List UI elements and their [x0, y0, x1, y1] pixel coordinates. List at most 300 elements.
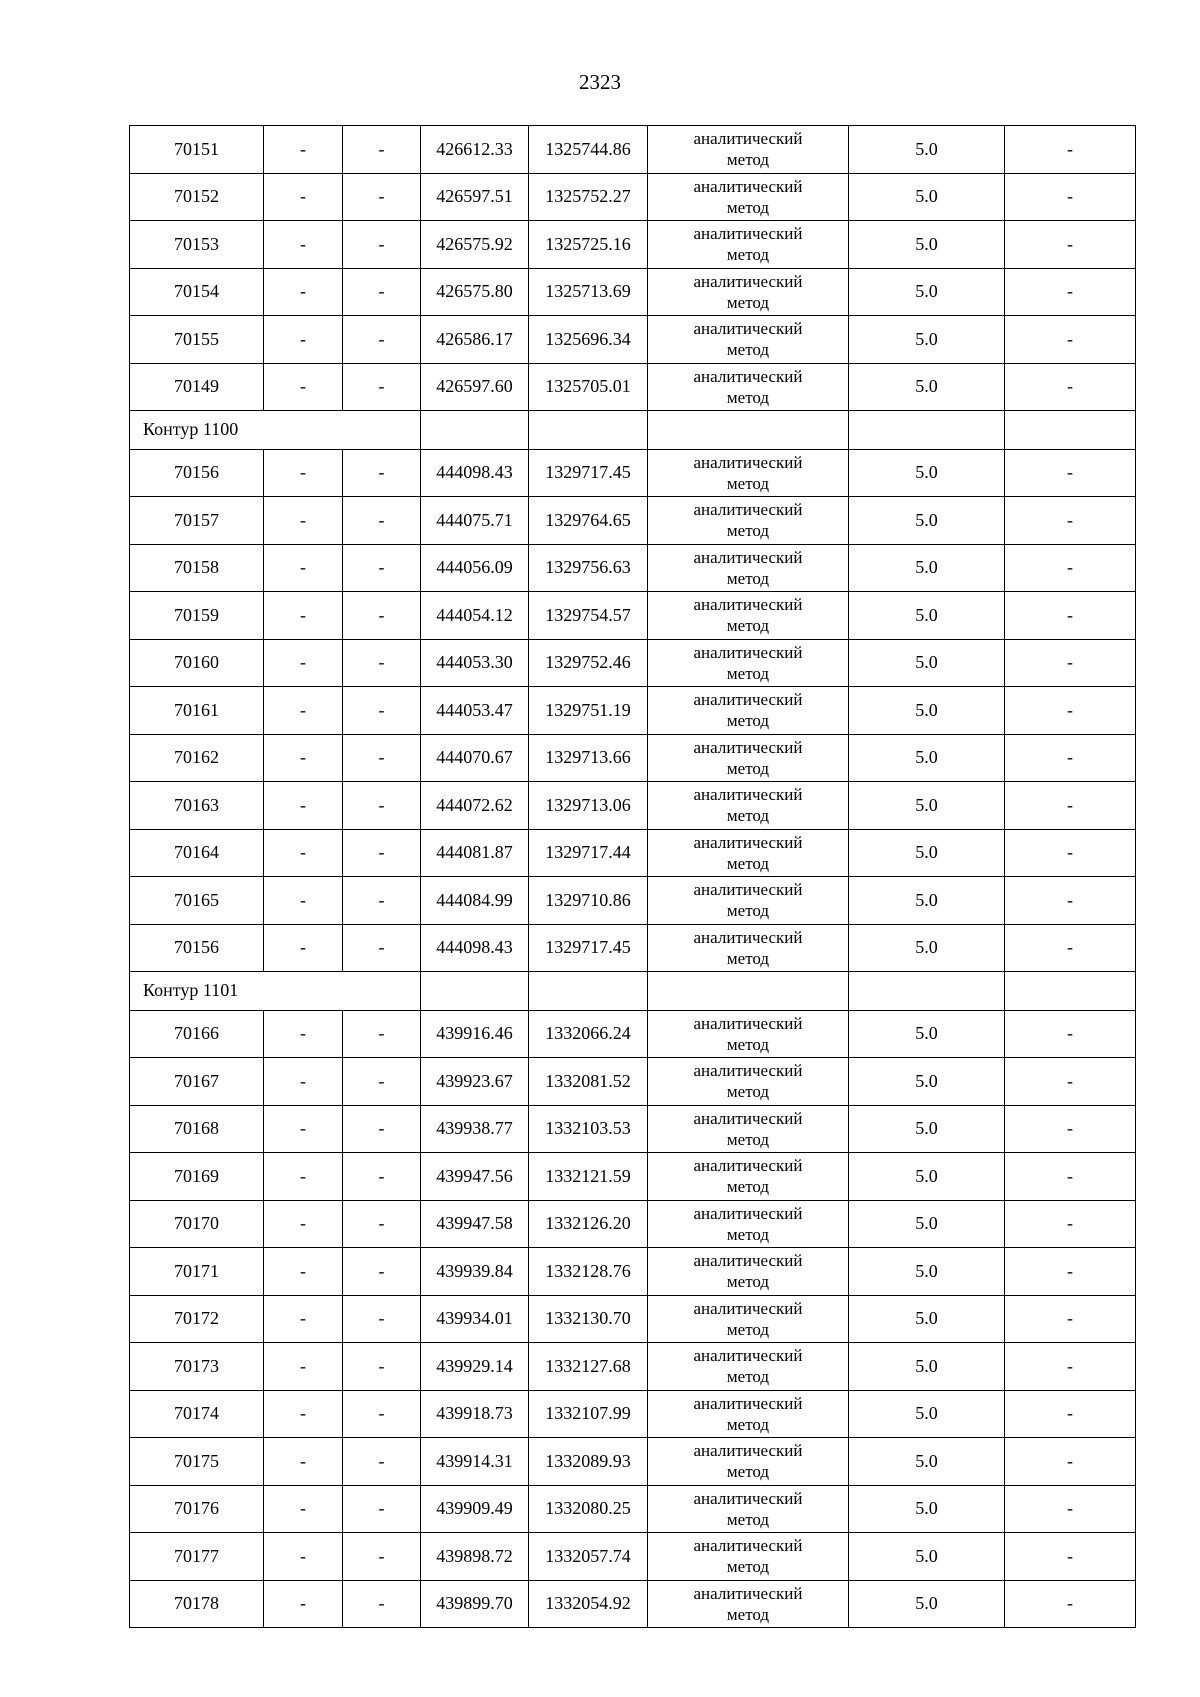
- point-id-cell: 70178: [130, 1580, 264, 1628]
- point-id-cell: 70155: [130, 316, 264, 364]
- table-row: [130, 924, 1136, 972]
- method-line-2: метод: [726, 521, 770, 541]
- column-3-cell: -: [343, 221, 421, 269]
- x-coordinate-cell: 444072.62: [421, 782, 529, 830]
- column-3-cell: -: [343, 1200, 421, 1248]
- method-line-2: метод: [726, 1224, 770, 1244]
- column-3-cell: -: [343, 449, 421, 497]
- point-id-cell: 70171: [130, 1248, 264, 1296]
- accuracy-cell: 5.0: [849, 316, 1005, 364]
- table-row: [130, 1105, 1136, 1153]
- accuracy-cell: 5.0: [849, 1390, 1005, 1438]
- method-line-2: метод: [726, 1509, 770, 1529]
- method-line-1: аналитический: [693, 595, 803, 615]
- x-coordinate-cell: 439909.49: [421, 1485, 529, 1533]
- method-line-1: аналитический: [693, 500, 803, 520]
- column-2-cell: -: [264, 363, 343, 411]
- point-id-cell: 70173: [130, 1343, 264, 1391]
- accuracy-cell: 5.0: [849, 544, 1005, 592]
- column-3-cell: -: [343, 877, 421, 925]
- y-coordinate-cell: 1332054.92: [529, 1580, 648, 1628]
- table-row: [130, 1485, 1136, 1533]
- table-row: [130, 877, 1136, 925]
- note-cell: -: [1005, 221, 1136, 269]
- column-2-cell: -: [264, 829, 343, 877]
- note-cell: -: [1005, 1058, 1136, 1106]
- column-2-cell: -: [264, 1200, 343, 1248]
- column-3-cell: -: [343, 1580, 421, 1628]
- method-line-2: метод: [726, 473, 770, 493]
- point-id-cell: 70159: [130, 592, 264, 640]
- method-line-2: метод: [726, 806, 770, 826]
- method-line-2: метод: [726, 1367, 770, 1387]
- column-3-cell: -: [343, 363, 421, 411]
- x-coordinate-cell: 444081.87: [421, 829, 529, 877]
- column-2-cell: -: [264, 734, 343, 782]
- note-cell: -: [1005, 829, 1136, 877]
- x-coordinate-cell: 444098.43: [421, 924, 529, 972]
- method-line-2: метод: [726, 1082, 770, 1102]
- y-coordinate-cell: 1332128.76: [529, 1248, 648, 1296]
- method-line-1: аналитический: [693, 1013, 803, 1033]
- note-cell: -: [1005, 1200, 1136, 1248]
- y-coordinate-cell: 1329754.57: [529, 592, 648, 640]
- method-line-2: метод: [726, 853, 770, 873]
- table-row: [130, 173, 1136, 221]
- table-body: [130, 126, 1136, 1628]
- column-3-cell: -: [343, 126, 421, 174]
- note-cell: -: [1005, 497, 1136, 545]
- x-coordinate-cell: 439914.31: [421, 1438, 529, 1486]
- note-cell: -: [1005, 544, 1136, 592]
- note-cell: -: [1005, 592, 1136, 640]
- page-number: 2323: [579, 70, 621, 94]
- column-2-cell: -: [264, 1248, 343, 1296]
- point-id-cell: 70162: [130, 734, 264, 782]
- column-2-cell: -: [264, 268, 343, 316]
- method-line-2: метод: [726, 758, 770, 778]
- column-2-cell: -: [264, 1343, 343, 1391]
- method-line-1: аналитический: [693, 1156, 803, 1176]
- table-row: [130, 592, 1136, 640]
- method-line-1: аналитический: [693, 224, 803, 244]
- column-3-cell: -: [343, 497, 421, 545]
- contour-header-row: [130, 972, 1136, 1011]
- note-cell: -: [1005, 734, 1136, 782]
- y-coordinate-cell: 1329752.46: [529, 639, 648, 687]
- method-cell: [648, 126, 849, 174]
- empty-accuracy-cell: [849, 972, 1005, 1011]
- point-id-cell: 70158: [130, 544, 264, 592]
- accuracy-cell: 5.0: [849, 1343, 1005, 1391]
- accuracy-cell: 5.0: [849, 449, 1005, 497]
- accuracy-cell: 5.0: [849, 1010, 1005, 1058]
- point-id-cell: 70164: [130, 829, 264, 877]
- point-id-cell: 70153: [130, 221, 264, 269]
- table-row: [130, 126, 1136, 174]
- point-id-cell: 70174: [130, 1390, 264, 1438]
- x-coordinate-cell: 439947.58: [421, 1200, 529, 1248]
- table-row: [130, 268, 1136, 316]
- note-cell: -: [1005, 639, 1136, 687]
- column-3-cell: -: [343, 1295, 421, 1343]
- x-coordinate-cell: 444075.71: [421, 497, 529, 545]
- method-line-2: метод: [726, 1177, 770, 1197]
- column-2-cell: -: [264, 877, 343, 925]
- column-3-cell: -: [343, 1248, 421, 1296]
- method-cell: [648, 1533, 849, 1581]
- y-coordinate-cell: 1329713.66: [529, 734, 648, 782]
- point-id-cell: 70151: [130, 126, 264, 174]
- method-cell: [648, 782, 849, 830]
- empty-method-cell: [648, 411, 849, 450]
- note-cell: -: [1005, 1010, 1136, 1058]
- table-row: [130, 782, 1136, 830]
- note-cell: -: [1005, 877, 1136, 925]
- accuracy-cell: 5.0: [849, 1248, 1005, 1296]
- method-line-1: аналитический: [693, 176, 803, 196]
- y-coordinate-cell: 1329756.63: [529, 544, 648, 592]
- method-cell: [648, 363, 849, 411]
- column-3-cell: -: [343, 829, 421, 877]
- accuracy-cell: 5.0: [849, 592, 1005, 640]
- empty-x-cell: [421, 411, 529, 450]
- empty-note-cell: [1005, 411, 1136, 450]
- method-cell: [648, 924, 849, 972]
- point-id-cell: 70156: [130, 924, 264, 972]
- point-id-cell: 70175: [130, 1438, 264, 1486]
- method-cell: [648, 877, 849, 925]
- x-coordinate-cell: 444056.09: [421, 544, 529, 592]
- x-coordinate-cell: 426575.80: [421, 268, 529, 316]
- method-line-1: аналитический: [693, 832, 803, 852]
- accuracy-cell: 5.0: [849, 687, 1005, 735]
- accuracy-cell: 5.0: [849, 924, 1005, 972]
- note-cell: -: [1005, 1295, 1136, 1343]
- contour-label: Контур 1101: [130, 972, 421, 1011]
- point-id-cell: 70149: [130, 363, 264, 411]
- table-row: [130, 1153, 1136, 1201]
- accuracy-cell: 5.0: [849, 829, 1005, 877]
- note-cell: -: [1005, 1438, 1136, 1486]
- method-line-2: метод: [726, 616, 770, 636]
- method-cell: [648, 639, 849, 687]
- column-3-cell: -: [343, 1010, 421, 1058]
- column-3-cell: -: [343, 1058, 421, 1106]
- method-line-2: метод: [726, 1414, 770, 1434]
- note-cell: -: [1005, 1533, 1136, 1581]
- method-line-1: аналитический: [693, 642, 803, 662]
- column-2-cell: -: [264, 687, 343, 735]
- empty-note-cell: [1005, 972, 1136, 1011]
- method-cell: [648, 592, 849, 640]
- method-cell: [648, 734, 849, 782]
- column-3-cell: -: [343, 782, 421, 830]
- x-coordinate-cell: 439939.84: [421, 1248, 529, 1296]
- column-2-cell: -: [264, 173, 343, 221]
- y-coordinate-cell: 1332066.24: [529, 1010, 648, 1058]
- method-line-2: метод: [726, 711, 770, 731]
- table-row: [130, 1058, 1136, 1106]
- point-id-cell: 70166: [130, 1010, 264, 1058]
- column-2-cell: -: [264, 1010, 343, 1058]
- table-row: [130, 497, 1136, 545]
- method-cell: [648, 316, 849, 364]
- x-coordinate-cell: 439918.73: [421, 1390, 529, 1438]
- note-cell: -: [1005, 316, 1136, 364]
- accuracy-cell: 5.0: [849, 1438, 1005, 1486]
- method-line-1: аналитический: [693, 1203, 803, 1223]
- column-3-cell: -: [343, 544, 421, 592]
- x-coordinate-cell: 426575.92: [421, 221, 529, 269]
- column-2-cell: -: [264, 1438, 343, 1486]
- note-cell: -: [1005, 173, 1136, 221]
- table-row: [130, 221, 1136, 269]
- note-cell: -: [1005, 1248, 1136, 1296]
- x-coordinate-cell: 439899.70: [421, 1580, 529, 1628]
- y-coordinate-cell: 1325713.69: [529, 268, 648, 316]
- method-cell: [648, 1485, 849, 1533]
- column-3-cell: -: [343, 1343, 421, 1391]
- note-cell: -: [1005, 126, 1136, 174]
- empty-accuracy-cell: [849, 411, 1005, 450]
- column-2-cell: -: [264, 1105, 343, 1153]
- note-cell: -: [1005, 363, 1136, 411]
- point-id-cell: 70152: [130, 173, 264, 221]
- y-coordinate-cell: 1329713.06: [529, 782, 648, 830]
- contour-header-row: [130, 411, 1136, 450]
- empty-y-cell: [529, 411, 648, 450]
- column-3-cell: -: [343, 1485, 421, 1533]
- method-line-1: аналитический: [693, 547, 803, 567]
- x-coordinate-cell: 444084.99: [421, 877, 529, 925]
- y-coordinate-cell: 1332081.52: [529, 1058, 648, 1106]
- x-coordinate-cell: 444053.47: [421, 687, 529, 735]
- point-id-cell: 70177: [130, 1533, 264, 1581]
- method-line-1: аналитический: [693, 1108, 803, 1128]
- column-3-cell: -: [343, 639, 421, 687]
- table-row: [130, 544, 1136, 592]
- column-2-cell: -: [264, 639, 343, 687]
- method-cell: [648, 1105, 849, 1153]
- point-id-cell: 70172: [130, 1295, 264, 1343]
- note-cell: -: [1005, 782, 1136, 830]
- accuracy-cell: 5.0: [849, 1153, 1005, 1201]
- x-coordinate-cell: 426597.60: [421, 363, 529, 411]
- method-line-1: аналитический: [693, 1488, 803, 1508]
- method-line-1: аналитический: [693, 1583, 803, 1603]
- method-cell: [648, 1390, 849, 1438]
- method-line-1: аналитический: [693, 319, 803, 339]
- method-line-2: метод: [726, 568, 770, 588]
- method-line-1: аналитический: [693, 271, 803, 291]
- column-2-cell: -: [264, 1153, 343, 1201]
- x-coordinate-cell: 439938.77: [421, 1105, 529, 1153]
- column-3-cell: -: [343, 1105, 421, 1153]
- point-id-cell: 70176: [130, 1485, 264, 1533]
- table-row: [130, 316, 1136, 364]
- column-2-cell: -: [264, 497, 343, 545]
- x-coordinate-cell: 444098.43: [421, 449, 529, 497]
- column-3-cell: -: [343, 1153, 421, 1201]
- accuracy-cell: 5.0: [849, 1295, 1005, 1343]
- point-id-cell: 70156: [130, 449, 264, 497]
- table-row: [130, 363, 1136, 411]
- table-row: [130, 449, 1136, 497]
- point-id-cell: 70160: [130, 639, 264, 687]
- method-line-1: аналитический: [693, 366, 803, 386]
- point-id-cell: 70165: [130, 877, 264, 925]
- y-coordinate-cell: 1332126.20: [529, 1200, 648, 1248]
- note-cell: -: [1005, 1390, 1136, 1438]
- note-cell: -: [1005, 268, 1136, 316]
- method-cell: [648, 1295, 849, 1343]
- column-3-cell: -: [343, 1438, 421, 1486]
- accuracy-cell: 5.0: [849, 1058, 1005, 1106]
- column-2-cell: -: [264, 1058, 343, 1106]
- method-cell: [648, 829, 849, 877]
- y-coordinate-cell: 1325725.16: [529, 221, 648, 269]
- column-3-cell: -: [343, 687, 421, 735]
- y-coordinate-cell: 1329710.86: [529, 877, 648, 925]
- x-coordinate-cell: 444070.67: [421, 734, 529, 782]
- method-line-2: метод: [726, 948, 770, 968]
- method-cell: [648, 1010, 849, 1058]
- table-row: [130, 1533, 1136, 1581]
- method-line-2: метод: [726, 387, 770, 407]
- method-line-1: аналитический: [693, 129, 803, 149]
- table-row: [130, 639, 1136, 687]
- x-coordinate-cell: 426586.17: [421, 316, 529, 364]
- y-coordinate-cell: 1325752.27: [529, 173, 648, 221]
- table-row: [130, 687, 1136, 735]
- y-coordinate-cell: 1329751.19: [529, 687, 648, 735]
- x-coordinate-cell: 439923.67: [421, 1058, 529, 1106]
- method-line-1: аналитический: [693, 927, 803, 947]
- table-row: [130, 829, 1136, 877]
- method-line-2: метод: [726, 340, 770, 360]
- y-coordinate-cell: 1329717.45: [529, 449, 648, 497]
- table-row: [130, 1010, 1136, 1058]
- x-coordinate-cell: 444054.12: [421, 592, 529, 640]
- method-line-1: аналитический: [693, 1346, 803, 1366]
- method-line-1: аналитический: [693, 880, 803, 900]
- accuracy-cell: 5.0: [849, 782, 1005, 830]
- column-2-cell: -: [264, 449, 343, 497]
- method-line-2: метод: [726, 1034, 770, 1054]
- column-3-cell: -: [343, 592, 421, 640]
- y-coordinate-cell: 1325744.86: [529, 126, 648, 174]
- method-cell: [648, 1200, 849, 1248]
- column-3-cell: -: [343, 734, 421, 782]
- column-2-cell: -: [264, 782, 343, 830]
- table-row: [130, 1343, 1136, 1391]
- point-id-cell: 70161: [130, 687, 264, 735]
- method-line-2: метод: [726, 1129, 770, 1149]
- x-coordinate-cell: 426597.51: [421, 173, 529, 221]
- method-line-2: метод: [726, 245, 770, 265]
- point-id-cell: 70154: [130, 268, 264, 316]
- method-cell: [648, 1580, 849, 1628]
- column-2-cell: -: [264, 544, 343, 592]
- point-id-cell: 70168: [130, 1105, 264, 1153]
- y-coordinate-cell: 1329717.44: [529, 829, 648, 877]
- accuracy-cell: 5.0: [849, 173, 1005, 221]
- point-id-cell: 70163: [130, 782, 264, 830]
- method-cell: [648, 1153, 849, 1201]
- table-row: [130, 1248, 1136, 1296]
- accuracy-cell: 5.0: [849, 1580, 1005, 1628]
- accuracy-cell: 5.0: [849, 497, 1005, 545]
- method-cell: [648, 497, 849, 545]
- column-2-cell: -: [264, 221, 343, 269]
- y-coordinate-cell: 1329764.65: [529, 497, 648, 545]
- accuracy-cell: 5.0: [849, 363, 1005, 411]
- table-row: [130, 1295, 1136, 1343]
- x-coordinate-cell: 439916.46: [421, 1010, 529, 1058]
- accuracy-cell: 5.0: [849, 639, 1005, 687]
- column-2-cell: -: [264, 592, 343, 640]
- accuracy-cell: 5.0: [849, 1200, 1005, 1248]
- y-coordinate-cell: 1332121.59: [529, 1153, 648, 1201]
- x-coordinate-cell: 426612.33: [421, 126, 529, 174]
- x-coordinate-cell: 439929.14: [421, 1343, 529, 1391]
- empty-y-cell: [529, 972, 648, 1011]
- method-line-2: метод: [726, 1604, 770, 1624]
- coordinates-table: [129, 125, 1136, 1628]
- point-id-cell: 70170: [130, 1200, 264, 1248]
- x-coordinate-cell: 439934.01: [421, 1295, 529, 1343]
- column-3-cell: -: [343, 1390, 421, 1438]
- method-line-2: метод: [726, 663, 770, 683]
- x-coordinate-cell: 439947.56: [421, 1153, 529, 1201]
- method-line-2: метод: [726, 150, 770, 170]
- method-cell: [648, 1248, 849, 1296]
- y-coordinate-cell: 1332103.53: [529, 1105, 648, 1153]
- y-coordinate-cell: 1332057.74: [529, 1533, 648, 1581]
- column-3-cell: -: [343, 1533, 421, 1581]
- column-2-cell: -: [264, 924, 343, 972]
- method-line-2: метод: [726, 1319, 770, 1339]
- note-cell: -: [1005, 687, 1136, 735]
- point-id-cell: 70167: [130, 1058, 264, 1106]
- method-cell: [648, 687, 849, 735]
- column-2-cell: -: [264, 1533, 343, 1581]
- accuracy-cell: 5.0: [849, 1485, 1005, 1533]
- accuracy-cell: 5.0: [849, 877, 1005, 925]
- empty-method-cell: [648, 972, 849, 1011]
- method-line-1: аналитический: [693, 737, 803, 757]
- method-cell: [648, 1343, 849, 1391]
- note-cell: -: [1005, 1580, 1136, 1628]
- note-cell: -: [1005, 1343, 1136, 1391]
- accuracy-cell: 5.0: [849, 268, 1005, 316]
- method-line-2: метод: [726, 901, 770, 921]
- method-line-1: аналитический: [693, 690, 803, 710]
- method-line-1: аналитический: [693, 1061, 803, 1081]
- column-3-cell: -: [343, 316, 421, 364]
- method-line-2: метод: [726, 292, 770, 312]
- method-line-2: метод: [726, 1272, 770, 1292]
- x-coordinate-cell: 439898.72: [421, 1533, 529, 1581]
- note-cell: -: [1005, 1105, 1136, 1153]
- method-line-1: аналитический: [693, 452, 803, 472]
- table-row: [130, 1438, 1136, 1486]
- accuracy-cell: 5.0: [849, 1105, 1005, 1153]
- method-line-1: аналитический: [693, 1393, 803, 1413]
- method-cell: [648, 544, 849, 592]
- column-2-cell: -: [264, 1580, 343, 1628]
